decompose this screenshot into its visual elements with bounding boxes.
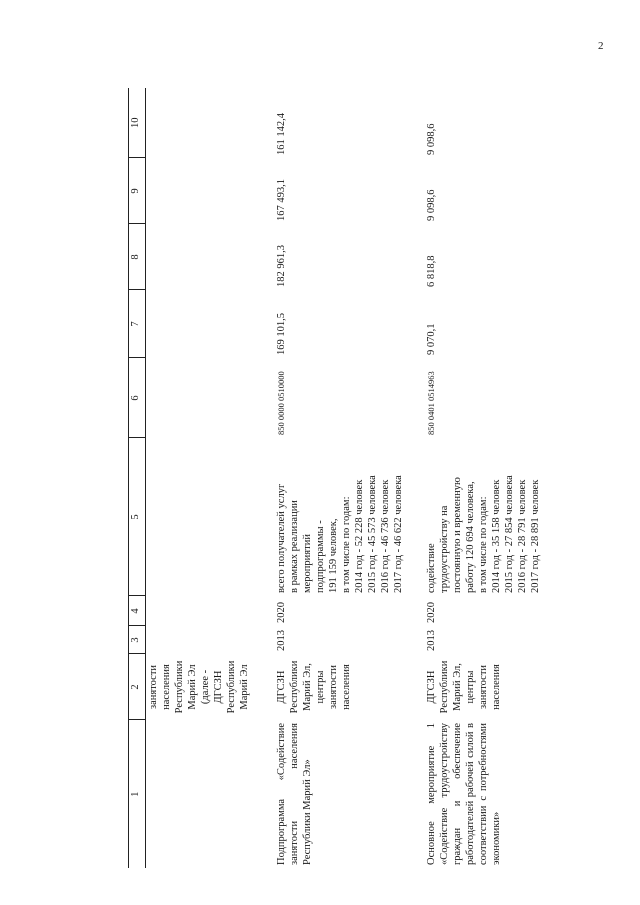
row-result: содействие трудоустройству на постоянную и временную работу 120 694 человека, в том числе по годам: 2014 год - 35 158 человек 2015 год - 27 854 человека 2016 год - 28 791 человек 2017 год - 28 891 человек — [425, 475, 541, 593]
page-number: 2 — [598, 40, 604, 52]
row-name: Подпрограмма «Содействие занятости населения Республики Марий Эл» — [275, 723, 313, 865]
col-header-7: 7 — [129, 290, 146, 358]
continuation-executor: занятости населения Республики Марий Эл (далее - ДГСЗН Республики Марий Эл — [148, 660, 250, 714]
row-end-year: 2020 — [275, 602, 287, 623]
row-end-year: 2020 — [425, 602, 437, 623]
row-start-year: 2013 — [275, 630, 287, 651]
row-value-7: 9 070,1 — [425, 323, 437, 355]
program-table — [128, 88, 574, 868]
row-value-10: 161 142,4 — [275, 113, 287, 155]
rotated-table-canvas — [128, 88, 640, 868]
column-number-row — [129, 88, 146, 868]
row-value-7: 169 101,5 — [275, 313, 287, 355]
row-value-8: 6 818,8 — [425, 255, 437, 287]
row-value-9: 9 098,6 — [425, 189, 437, 221]
col-header-2: 2 — [129, 654, 146, 720]
col-header-4: 4 — [129, 596, 146, 626]
row-executor: ДГСЗН Республики Марий Эл, центры занятости населения — [425, 660, 502, 714]
col-header-1: 1 — [129, 720, 146, 868]
continuation-row — [146, 88, 274, 868]
row-budget-code: 850 0401 0514963 — [425, 371, 436, 435]
col-header-5: 5 — [129, 438, 146, 596]
col-header-3: 3 — [129, 626, 146, 654]
row-executor: ДГСЗН Республики Марий Эл, центры занятости населения — [275, 660, 352, 714]
col-header-9: 9 — [129, 158, 146, 224]
table-row — [274, 88, 424, 868]
col-header-8: 8 — [129, 224, 146, 290]
col-header-6: 6 — [129, 358, 146, 438]
col-header-10: 10 — [129, 88, 146, 158]
row-start-year: 2013 — [425, 630, 437, 651]
row-value-8: 182 961,3 — [275, 245, 287, 287]
row-value-10: 9 098,6 — [425, 123, 437, 155]
row-budget-code: 850 0000 0510000 — [275, 371, 286, 435]
row-name: Основное мероприятие 1 «Содействие трудоустройству граждан и обеспечение работодателей рабочей силой в соответствии с потребностями экономики» — [425, 723, 502, 865]
row-value-9: 167 493,1 — [275, 179, 287, 221]
table-row — [424, 88, 574, 868]
row-result: всего получателей услуг в рамках реализации мероприятий подпрограммы - 191 159 человек, в том числе по годам: 2014 год - 52 228 человек 2015 год - 45 573 человека 2016 год - 46 736 человек 2017 год - 46 622 человека — [275, 475, 404, 593]
